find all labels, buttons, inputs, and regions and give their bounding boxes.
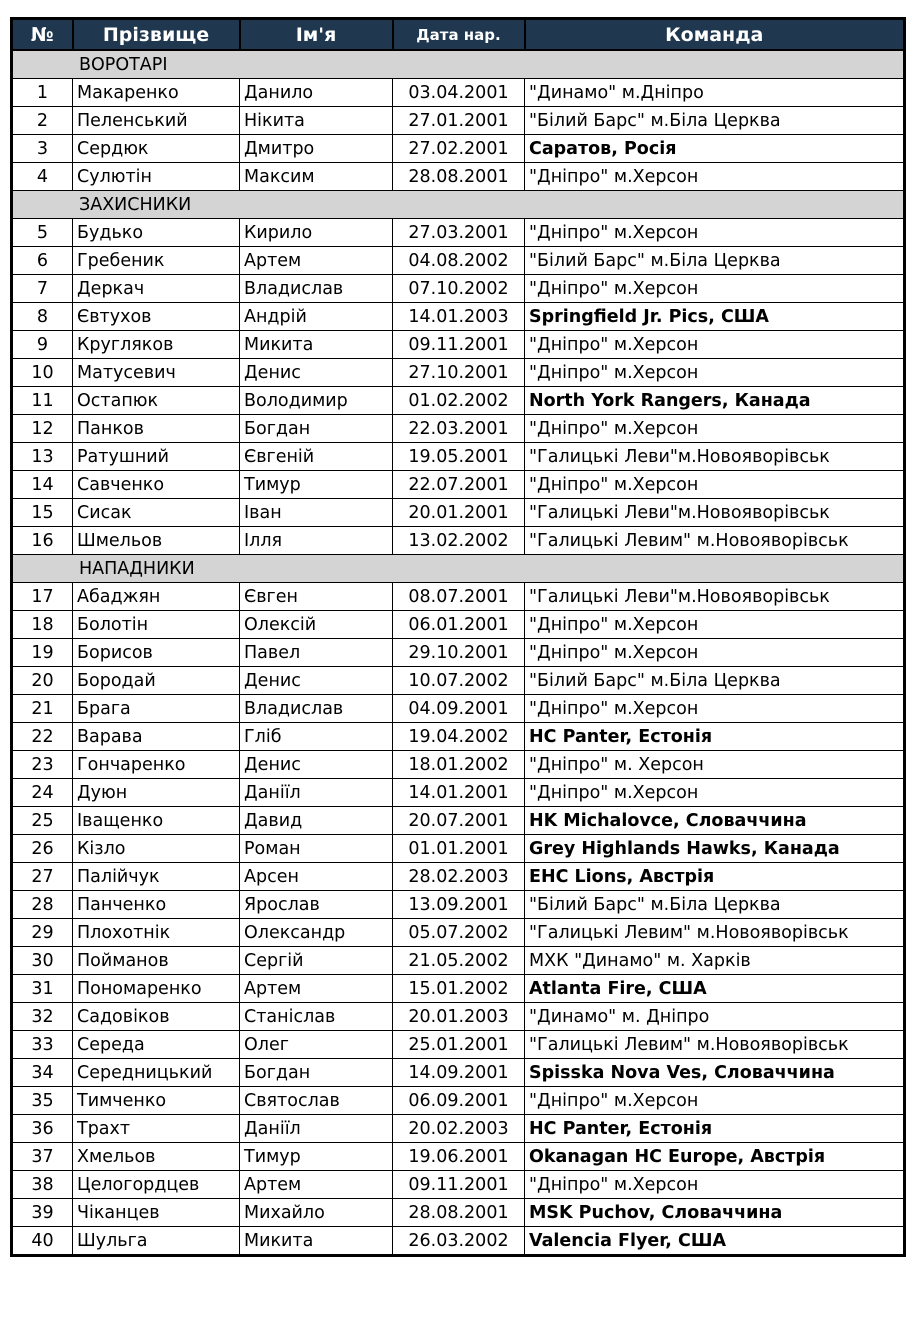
player-name: Олександр xyxy=(240,919,393,947)
player-surname: Ратушний xyxy=(73,443,240,471)
player-birth-date: 09.11.2001 xyxy=(393,1171,525,1199)
player-name: Данило xyxy=(240,79,393,107)
header-surname: Прізвище xyxy=(73,19,240,51)
player-name: Михайло xyxy=(240,1199,393,1227)
player-team: "Дніпро" м.Херсон xyxy=(525,611,905,639)
player-surname: Брага xyxy=(73,695,240,723)
player-team: "Дніпро" м.Херсон xyxy=(525,359,905,387)
player-birth-date: 25.01.2001 xyxy=(393,1031,525,1059)
table-row xyxy=(12,331,905,359)
player-birth-date: 07.10.2002 xyxy=(393,275,525,303)
table-row xyxy=(12,1087,905,1115)
player-team: "Галицькі Леви"м.Новояворівськ xyxy=(525,499,905,527)
player-birth-date: 26.03.2002 xyxy=(393,1227,525,1256)
player-surname: Савченко xyxy=(73,471,240,499)
player-team: "Дніпро" м.Херсон xyxy=(525,331,905,359)
table-row xyxy=(12,1171,905,1199)
player-surname: Панков xyxy=(73,415,240,443)
player-team: "Галицькі Леви"м.Новояворівськ xyxy=(525,443,905,471)
player-surname: Трахт xyxy=(73,1115,240,1143)
table-row xyxy=(12,863,905,891)
player-name: Даніїл xyxy=(240,779,393,807)
player-birth-date: 09.11.2001 xyxy=(393,331,525,359)
player-name: Тимур xyxy=(240,471,393,499)
player-birth-date: 20.01.2003 xyxy=(393,1003,525,1031)
player-surname: Сердюк xyxy=(73,135,240,163)
player-number: 4 xyxy=(12,163,73,191)
player-name: Дмитро xyxy=(240,135,393,163)
section-title: НАПАДНИКИ xyxy=(12,555,905,583)
player-name: Ярослав xyxy=(240,891,393,919)
player-surname: Будько xyxy=(73,219,240,247)
table-row xyxy=(12,443,905,471)
player-number: 1 xyxy=(12,79,73,107)
player-name: Станіслав xyxy=(240,1003,393,1031)
player-name: Євген xyxy=(240,583,393,611)
table-row xyxy=(12,1227,905,1256)
player-number: 24 xyxy=(12,779,73,807)
player-number: 38 xyxy=(12,1171,73,1199)
player-number: 12 xyxy=(12,415,73,443)
table-row xyxy=(12,947,905,975)
player-number: 25 xyxy=(12,807,73,835)
player-number: 35 xyxy=(12,1087,73,1115)
player-team: EHC Lions, Австрія xyxy=(525,863,905,891)
player-birth-date: 04.09.2001 xyxy=(393,695,525,723)
player-name: Максим xyxy=(240,163,393,191)
table-row xyxy=(12,639,905,667)
player-birth-date: 29.10.2001 xyxy=(393,639,525,667)
player-surname: Пономаренко xyxy=(73,975,240,1003)
table-row xyxy=(12,107,905,135)
player-team: МХК "Динамо" м. Харків xyxy=(525,947,905,975)
player-surname: Остапюк xyxy=(73,387,240,415)
player-surname: Євтухов xyxy=(73,303,240,331)
player-number: 23 xyxy=(12,751,73,779)
player-birth-date: 28.08.2001 xyxy=(393,1199,525,1227)
header-birth-date: Дата нар. xyxy=(393,19,525,51)
section-title: ВОРОТАРІ xyxy=(12,50,905,79)
player-number: 28 xyxy=(12,891,73,919)
player-number: 33 xyxy=(12,1031,73,1059)
player-name: Іван xyxy=(240,499,393,527)
table-row xyxy=(12,219,905,247)
table-row xyxy=(12,695,905,723)
player-surname: Матусевич xyxy=(73,359,240,387)
table-body xyxy=(12,50,905,1256)
player-number: 31 xyxy=(12,975,73,1003)
player-name: Павел xyxy=(240,639,393,667)
header-name: Ім'я xyxy=(240,19,393,51)
player-birth-date: 27.01.2001 xyxy=(393,107,525,135)
player-name: Олег xyxy=(240,1031,393,1059)
player-number: 15 xyxy=(12,499,73,527)
player-number: 17 xyxy=(12,583,73,611)
player-team: "Білий Барс" м.Біла Церква xyxy=(525,891,905,919)
player-birth-date: 20.02.2003 xyxy=(393,1115,525,1143)
player-number: 37 xyxy=(12,1143,73,1171)
player-team: Spisska Nova Ves, Словаччина xyxy=(525,1059,905,1087)
player-name: Владислав xyxy=(240,275,393,303)
table-row xyxy=(12,1003,905,1031)
player-birth-date: 19.06.2001 xyxy=(393,1143,525,1171)
player-name: Гліб xyxy=(240,723,393,751)
table-row xyxy=(12,723,905,751)
player-birth-date: 05.07.2002 xyxy=(393,919,525,947)
player-name: Артем xyxy=(240,975,393,1003)
player-surname: Пойманов xyxy=(73,947,240,975)
player-number: 36 xyxy=(12,1115,73,1143)
player-number: 22 xyxy=(12,723,73,751)
player-birth-date: 27.03.2001 xyxy=(393,219,525,247)
player-birth-date: 03.04.2001 xyxy=(393,79,525,107)
player-team: "Галицькі Левим" м.Новояворівськ xyxy=(525,527,905,555)
player-name: Тимур xyxy=(240,1143,393,1171)
section-row xyxy=(12,191,905,219)
player-team: "Дніпро" м.Херсон xyxy=(525,639,905,667)
table-row xyxy=(12,667,905,695)
player-team: "Дніпро" м.Херсон xyxy=(525,1171,905,1199)
player-name: Ілля xyxy=(240,527,393,555)
player-name: Нікита xyxy=(240,107,393,135)
player-surname: Середницький xyxy=(73,1059,240,1087)
player-birth-date: 14.01.2003 xyxy=(393,303,525,331)
player-surname: Палійчук xyxy=(73,863,240,891)
player-birth-date: 08.07.2001 xyxy=(393,583,525,611)
player-surname: Шмельов xyxy=(73,527,240,555)
player-birth-date: 15.01.2002 xyxy=(393,975,525,1003)
table-row xyxy=(12,919,905,947)
player-name: Богдан xyxy=(240,1059,393,1087)
player-surname: Абаджян xyxy=(73,583,240,611)
player-birth-date: 20.07.2001 xyxy=(393,807,525,835)
player-number: 34 xyxy=(12,1059,73,1087)
player-team: Okanagan HC Europe, Австрія xyxy=(525,1143,905,1171)
player-surname: Варава xyxy=(73,723,240,751)
player-number: 9 xyxy=(12,331,73,359)
table-row xyxy=(12,611,905,639)
table-row xyxy=(12,415,905,443)
player-name: Даніїл xyxy=(240,1115,393,1143)
table-row xyxy=(12,583,905,611)
player-number: 10 xyxy=(12,359,73,387)
player-number: 40 xyxy=(12,1227,73,1256)
player-team: HC Panter, Естонія xyxy=(525,1115,905,1143)
player-number: 39 xyxy=(12,1199,73,1227)
player-birth-date: 18.01.2002 xyxy=(393,751,525,779)
player-team: "Білий Барс" м.Біла Церква xyxy=(525,667,905,695)
player-team: Atlanta Fire, США xyxy=(525,975,905,1003)
player-team: "Дніпро" м.Херсон xyxy=(525,1087,905,1115)
player-surname: Шульга xyxy=(73,1227,240,1256)
player-number: 13 xyxy=(12,443,73,471)
player-number: 8 xyxy=(12,303,73,331)
player-team: "Дніпро" м.Херсон xyxy=(525,471,905,499)
player-birth-date: 13.09.2001 xyxy=(393,891,525,919)
player-team: "Дніпро" м. Херсон xyxy=(525,751,905,779)
player-surname: Кругляков xyxy=(73,331,240,359)
player-name: Роман xyxy=(240,835,393,863)
player-team: "Білий Барс" м.Біла Церква xyxy=(525,107,905,135)
player-birth-date: 28.08.2001 xyxy=(393,163,525,191)
player-team: Grey Highlands Hawks, Канада xyxy=(525,835,905,863)
player-team: "Білий Барс" м.Біла Церква xyxy=(525,247,905,275)
player-number: 2 xyxy=(12,107,73,135)
player-surname: Сулютін xyxy=(73,163,240,191)
player-surname: Целогордцев xyxy=(73,1171,240,1199)
table-row xyxy=(12,79,905,107)
player-team: "Динамо" м. Дніпро xyxy=(525,1003,905,1031)
player-birth-date: 10.07.2002 xyxy=(393,667,525,695)
table-header xyxy=(12,19,905,51)
player-birth-date: 14.01.2001 xyxy=(393,779,525,807)
header-team: Команда xyxy=(525,19,905,51)
player-number: 19 xyxy=(12,639,73,667)
player-surname: Дуюн xyxy=(73,779,240,807)
player-number: 7 xyxy=(12,275,73,303)
table-row xyxy=(12,751,905,779)
player-birth-date: 22.07.2001 xyxy=(393,471,525,499)
section-row xyxy=(12,50,905,79)
player-birth-date: 01.02.2002 xyxy=(393,387,525,415)
player-team: Springfield Jr. Pics, США xyxy=(525,303,905,331)
player-team: "Дніпро" м.Херсон xyxy=(525,219,905,247)
player-name: Богдан xyxy=(240,415,393,443)
player-number: 18 xyxy=(12,611,73,639)
player-surname: Кізло xyxy=(73,835,240,863)
player-name: Андрій xyxy=(240,303,393,331)
player-number: 29 xyxy=(12,919,73,947)
player-birth-date: 19.05.2001 xyxy=(393,443,525,471)
player-number: 21 xyxy=(12,695,73,723)
player-number: 27 xyxy=(12,863,73,891)
player-team: "Дніпро" м.Херсон xyxy=(525,779,905,807)
table-row xyxy=(12,807,905,835)
table-row xyxy=(12,1059,905,1087)
table-row xyxy=(12,1199,905,1227)
player-number: 26 xyxy=(12,835,73,863)
table-row xyxy=(12,527,905,555)
player-surname: Тимченко xyxy=(73,1087,240,1115)
player-surname: Бородай xyxy=(73,667,240,695)
player-name: Олексій xyxy=(240,611,393,639)
player-name: Євгеній xyxy=(240,443,393,471)
table-row xyxy=(12,499,905,527)
player-name: Арсен xyxy=(240,863,393,891)
player-surname: Пеленський xyxy=(73,107,240,135)
player-team: "Динамо" м.Дніпро xyxy=(525,79,905,107)
player-name: Микита xyxy=(240,331,393,359)
player-surname: Середа xyxy=(73,1031,240,1059)
player-surname: Чіканцев xyxy=(73,1199,240,1227)
player-surname: Хмельов xyxy=(73,1143,240,1171)
section-title: ЗАХИСНИКИ xyxy=(12,191,905,219)
player-birth-date: 22.03.2001 xyxy=(393,415,525,443)
player-team: "Дніпро" м.Херсон xyxy=(525,275,905,303)
player-team: "Галицькі Леви"м.Новояворівськ xyxy=(525,583,905,611)
player-surname: Макаренко xyxy=(73,79,240,107)
player-birth-date: 27.10.2001 xyxy=(393,359,525,387)
player-surname: Панченко xyxy=(73,891,240,919)
player-surname: Сисак xyxy=(73,499,240,527)
player-surname: Деркач xyxy=(73,275,240,303)
roster-table xyxy=(10,17,906,1257)
table-row xyxy=(12,275,905,303)
table-row xyxy=(12,1031,905,1059)
player-surname: Гончаренко xyxy=(73,751,240,779)
table-row xyxy=(12,163,905,191)
player-birth-date: 19.04.2002 xyxy=(393,723,525,751)
table-row xyxy=(12,779,905,807)
player-number: 3 xyxy=(12,135,73,163)
table-row xyxy=(12,387,905,415)
player-name: Денис xyxy=(240,667,393,695)
player-name: Денис xyxy=(240,359,393,387)
player-birth-date: 20.01.2001 xyxy=(393,499,525,527)
player-name: Микита xyxy=(240,1227,393,1256)
table-row xyxy=(12,303,905,331)
player-team: "Галицькі Левим" м.Новояворівськ xyxy=(525,1031,905,1059)
player-surname: Гребеник xyxy=(73,247,240,275)
player-birth-date: 06.09.2001 xyxy=(393,1087,525,1115)
table-row xyxy=(12,1115,905,1143)
player-team: MSK Puchov, Словаччина xyxy=(525,1199,905,1227)
player-name: Святослав xyxy=(240,1087,393,1115)
player-surname: Плохотнік xyxy=(73,919,240,947)
player-name: Денис xyxy=(240,751,393,779)
section-row xyxy=(12,555,905,583)
player-team: Саратов, Росія xyxy=(525,135,905,163)
player-team: HC Panter, Естонія xyxy=(525,723,905,751)
player-surname: Болотін xyxy=(73,611,240,639)
player-name: Артем xyxy=(240,1171,393,1199)
player-team: "Дніпро" м.Херсон xyxy=(525,695,905,723)
player-surname: Іващенко xyxy=(73,807,240,835)
player-number: 14 xyxy=(12,471,73,499)
player-number: 11 xyxy=(12,387,73,415)
player-number: 5 xyxy=(12,219,73,247)
player-surname: Борисов xyxy=(73,639,240,667)
player-birth-date: 28.02.2003 xyxy=(393,863,525,891)
player-team: "Галицькі Левим" м.Новояворівськ xyxy=(525,919,905,947)
player-number: 32 xyxy=(12,1003,73,1031)
player-team: North York Rangers, Канада xyxy=(525,387,905,415)
player-birth-date: 01.01.2001 xyxy=(393,835,525,863)
player-birth-date: 13.02.2002 xyxy=(393,527,525,555)
player-name: Артем xyxy=(240,247,393,275)
player-birth-date: 27.02.2001 xyxy=(393,135,525,163)
player-surname: Садовіков xyxy=(73,1003,240,1031)
player-number: 30 xyxy=(12,947,73,975)
player-birth-date: 21.05.2002 xyxy=(393,947,525,975)
table-row xyxy=(12,891,905,919)
player-team: HK Michalovce, Словаччина xyxy=(525,807,905,835)
table-row xyxy=(12,471,905,499)
player-birth-date: 04.08.2002 xyxy=(393,247,525,275)
player-name: Кирило xyxy=(240,219,393,247)
table-row xyxy=(12,975,905,1003)
table-row xyxy=(12,135,905,163)
player-name: Володимир xyxy=(240,387,393,415)
table-row xyxy=(12,835,905,863)
player-birth-date: 14.09.2001 xyxy=(393,1059,525,1087)
player-team: Valencia Flyer, США xyxy=(525,1227,905,1256)
player-name: Владислав xyxy=(240,695,393,723)
player-name: Сергій xyxy=(240,947,393,975)
player-number: 16 xyxy=(12,527,73,555)
player-team: "Дніпро" м.Херсон xyxy=(525,415,905,443)
player-number: 6 xyxy=(12,247,73,275)
table-row xyxy=(12,247,905,275)
header-number: № xyxy=(12,19,73,51)
player-birth-date: 06.01.2001 xyxy=(393,611,525,639)
player-team: "Дніпро" м.Херсон xyxy=(525,163,905,191)
player-number: 20 xyxy=(12,667,73,695)
table-row xyxy=(12,359,905,387)
player-name: Давид xyxy=(240,807,393,835)
table-row xyxy=(12,1143,905,1171)
